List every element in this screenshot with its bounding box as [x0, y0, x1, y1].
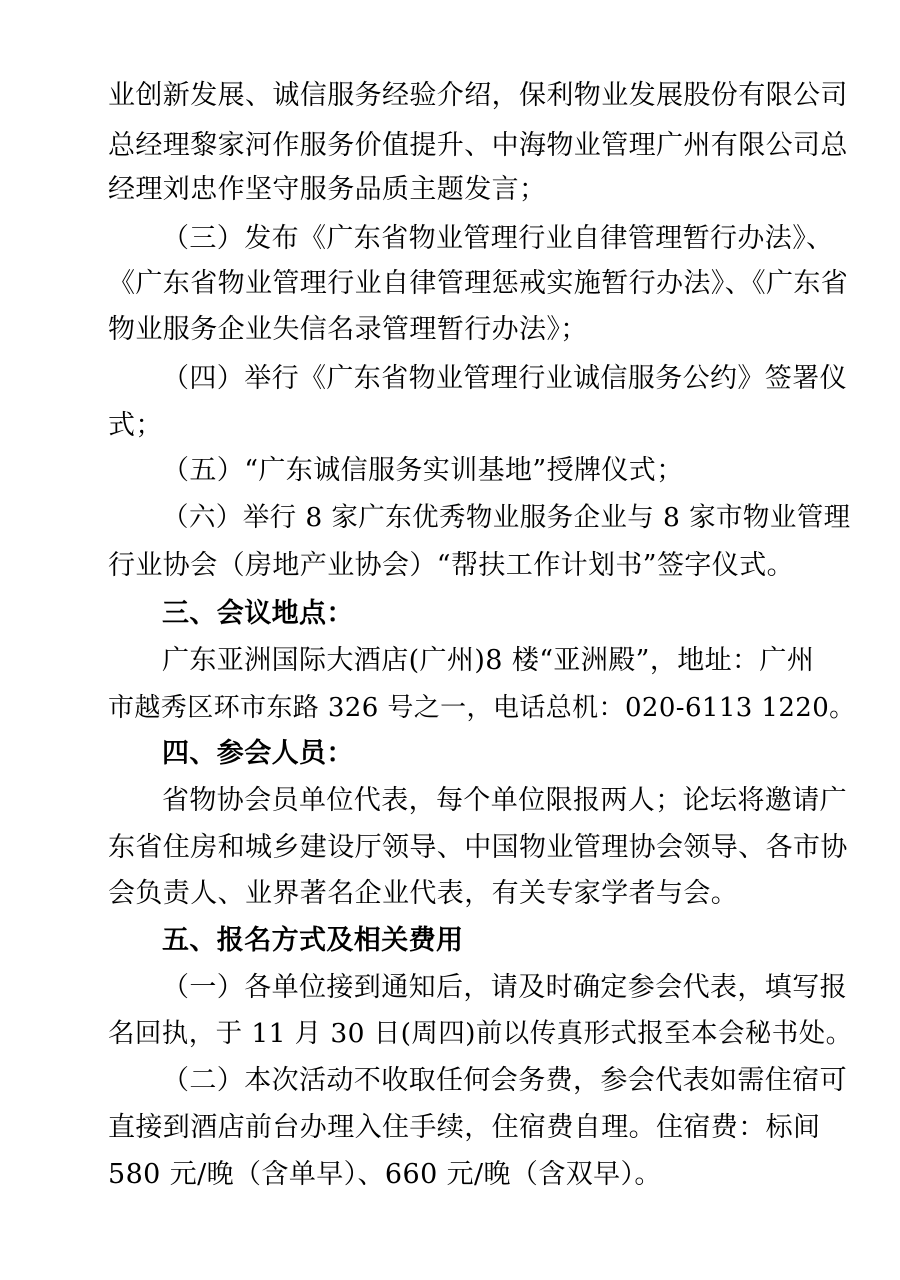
- item-5-line-1: （五）“广东诚信服务实训基地”授牌仪式；: [162, 455, 684, 486]
- section-5-item-1-line-1: （一）各单位接到通知后，请及时确定参会代表，填写报: [162, 972, 847, 1003]
- item-3-line-3: 物业服务企业失信名录管理暂行办法》；: [108, 314, 588, 345]
- section-4-line-3: 会负责人、业界著名企业代表，有关专家学者与会。: [108, 878, 739, 909]
- section-5-item-2-line-2: 直接到酒店前台办理入住手续，住宿费自理。住宿费：标间: [108, 1112, 821, 1143]
- section-3-line-2: 市越秀区环市东路 326 号之一，电话总机：020-6113 1220。: [108, 693, 856, 723]
- item-4-line-2: 式；: [108, 410, 163, 441]
- section-5-heading: 五、报名方式及相关费用: [162, 925, 464, 956]
- section-5-item-2-line-3: 580 元/晚（含单早）、660 元/晚（含双早）。: [108, 1159, 662, 1190]
- section-5-item-2-line-1: （二）本次活动不收取任何会务费，参会代表如需住宿可: [162, 1065, 847, 1096]
- section-4-line-1: 省物协会员单位代表，每个单位限报两人；论坛将邀请广: [162, 785, 847, 816]
- item-6-line-1: （六）举行 8 家广东优秀物业服务企业与 8 家市物业管理: [162, 502, 851, 533]
- intro-line-2: 总经理黎家河作服务价值提升、中海物业管理广州有限公司总: [108, 130, 848, 161]
- section-4-heading: 四、参会人员：: [162, 738, 354, 769]
- intro-line-3: 经理刘忠作坚守服务品质主题发言；: [108, 174, 547, 205]
- item-3-line-1: （三）发布《广东省物业管理行业自律管理暂行办法》、: [162, 223, 834, 254]
- item-3-line-2: 《广东省物业管理行业自律管理惩戒实施暂行办法》、《广东省: [108, 268, 849, 299]
- section-4-line-2: 东省住房和城乡建设厅领导、中国物业管理协会领导、各市协: [108, 832, 848, 863]
- section-3-line-1: 广东亚洲国际大酒店(广州)8 楼“亚洲殿”，地址：广州: [162, 645, 815, 676]
- section-5-item-1-line-2: 名回执，于 11 月 30 日(周四)前以传真形式报至本会秘书处。: [108, 1018, 853, 1049]
- section-3-heading: 三、会议地点：: [162, 598, 354, 629]
- item-6-line-2: 行业协会（房地产业协会）“帮扶工作计划书”签字仪式。: [108, 550, 795, 581]
- item-4-line-1: （四）举行《广东省物业管理行业诚信服务公约》签署仪: [162, 363, 847, 394]
- intro-line-1: 业创新发展、诚信服务经验介绍，保利物业发展股份有限公司: [108, 80, 848, 111]
